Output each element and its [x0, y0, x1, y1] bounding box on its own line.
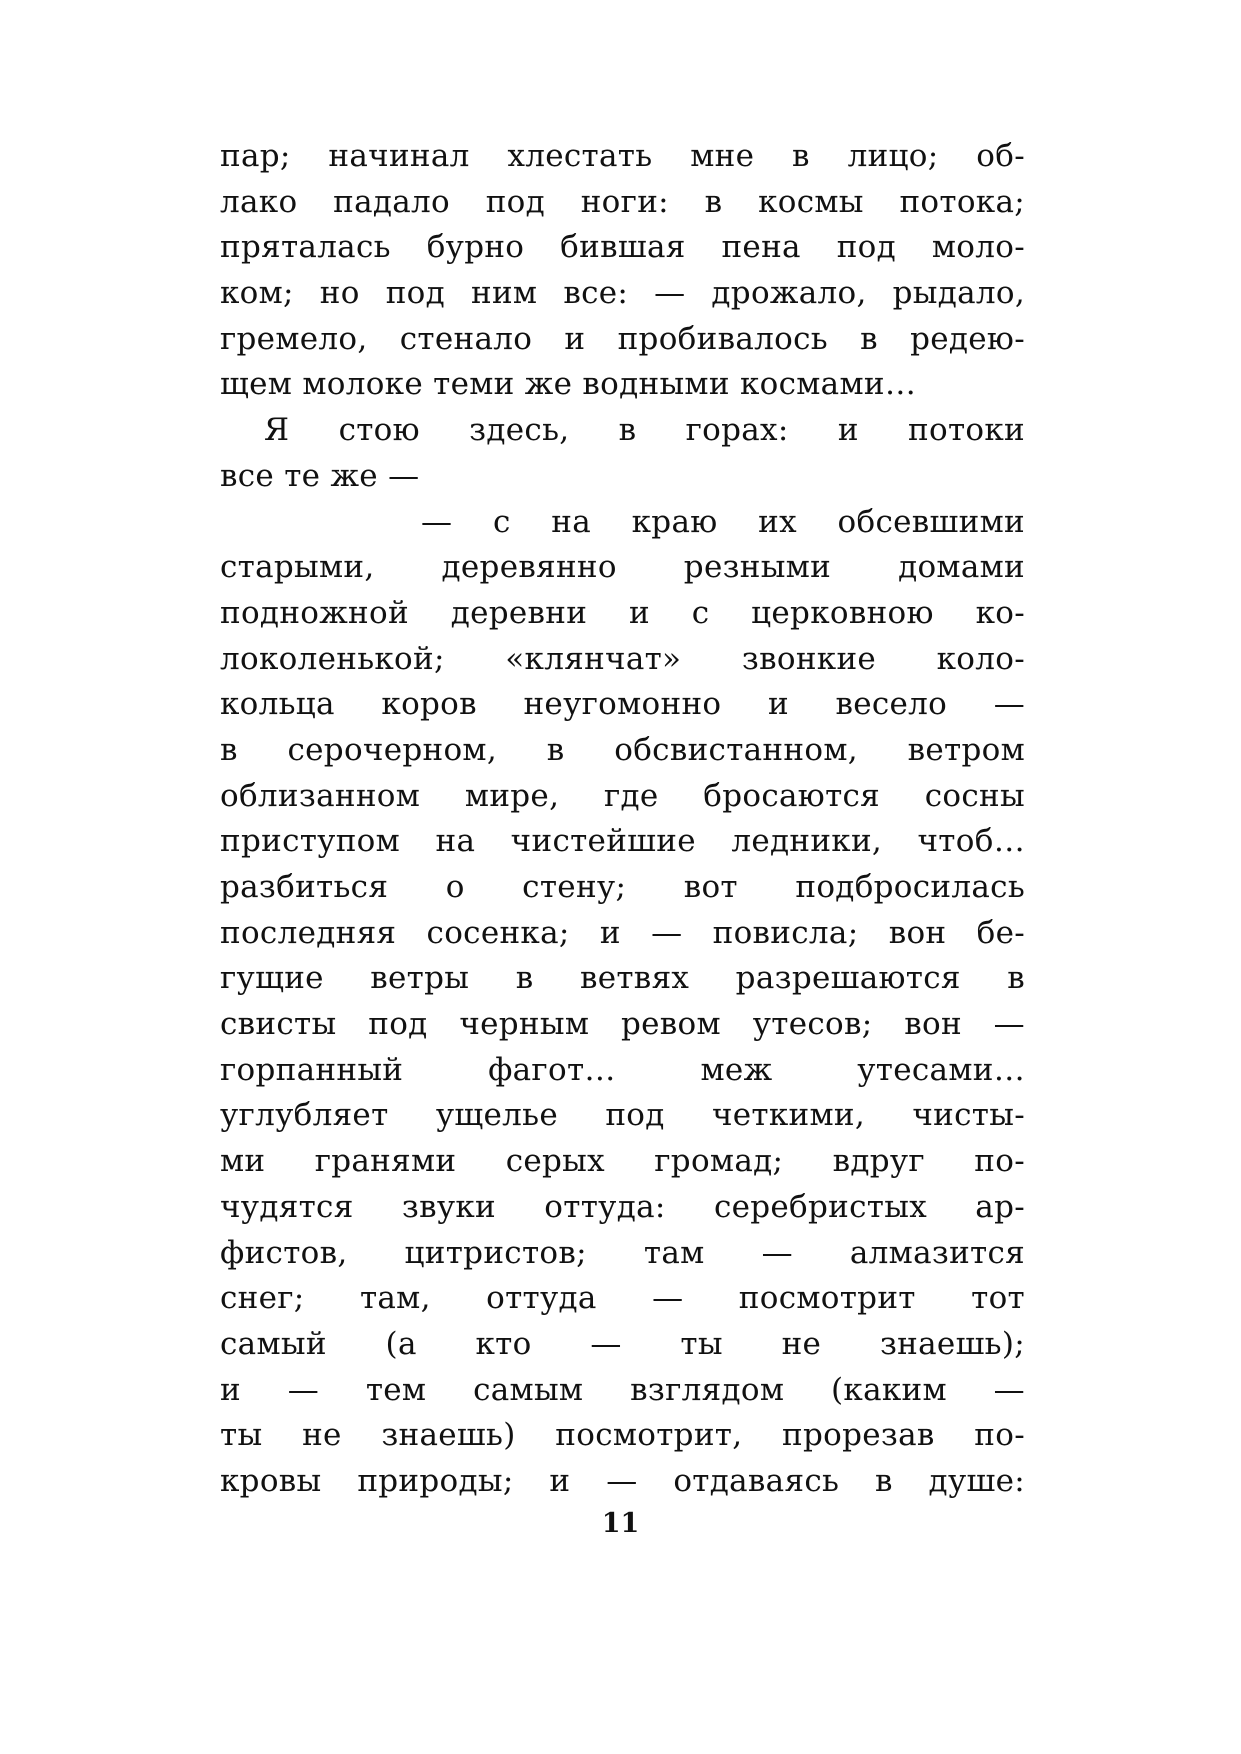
text-line: чудятся звуки оттуда: серебристых ар-	[220, 1188, 1025, 1225]
text-line: самый (а кто — ты не знаешь);	[220, 1325, 1025, 1362]
text-line: последняя сосенка; и — повисла; вон бе-	[220, 914, 1025, 951]
text-line: — с на краю их обсевшими	[421, 503, 1025, 540]
text-line: подножной деревни и с церковною ко-	[220, 594, 1025, 631]
text-line: Я стою здесь, в горах: и потоки	[264, 412, 1025, 449]
text-line: локоленькой; «клянчат» звонкие коло-	[220, 640, 1025, 677]
body-text	[220, 134, 1025, 1505]
text-line: лако падало под ноги: в космы потока;	[220, 183, 1025, 220]
text-line: горпанный фагот… меж утесами…	[220, 1051, 1025, 1088]
text-line: ми гранями серых громад; вдруг по-	[220, 1143, 1025, 1180]
text-line: гремело, стенало и пробивалось в редею-	[220, 320, 1025, 357]
text-line: ком; но под ним все: — дрожало, рыдало,	[220, 275, 1025, 312]
text-line: кольца коров неугомонно и весело —	[220, 686, 1025, 723]
text-line: приступом на чистейшие ледники, чтоб…	[220, 823, 1025, 860]
text-line: ты не знаешь) посмотрит, прорезав по-	[220, 1417, 1025, 1454]
text-line: старыми, деревянно резными домами	[220, 549, 1025, 586]
text-line: пряталась бурно бившая пена под моло-	[220, 229, 1025, 266]
text-line: кровы природы; и — отдаваясь в душе:	[220, 1462, 1025, 1499]
text-line: пар; начинал хлестать мне в лицо; об-	[220, 138, 1025, 174]
text-line: фистов, цитристов; там — алмазится	[220, 1234, 1025, 1271]
text-line: снег; там, оттуда — посмотрит тот	[220, 1280, 1025, 1317]
page-number: 11	[601, 1508, 640, 1539]
text-line: и — тем самым взглядом (каким —	[220, 1371, 1025, 1408]
text-line: в серочерном, в обсвистанном, ветром	[220, 731, 1025, 768]
text-line: все те же —	[220, 457, 420, 494]
text-line: свисты под черным ревом утесов; вон —	[220, 1006, 1025, 1043]
text-line: облизанном мире, где бросаются сосны	[220, 777, 1025, 814]
text-line: гущие ветры в ветвях разрешаются в	[220, 960, 1025, 997]
text-line: разбиться о стену; вот подбросилась	[220, 869, 1025, 905]
text-line: щем молоке теми же водными космами…	[220, 366, 917, 403]
text-line: углубляет ущелье под четкими, чисты-	[220, 1097, 1025, 1134]
